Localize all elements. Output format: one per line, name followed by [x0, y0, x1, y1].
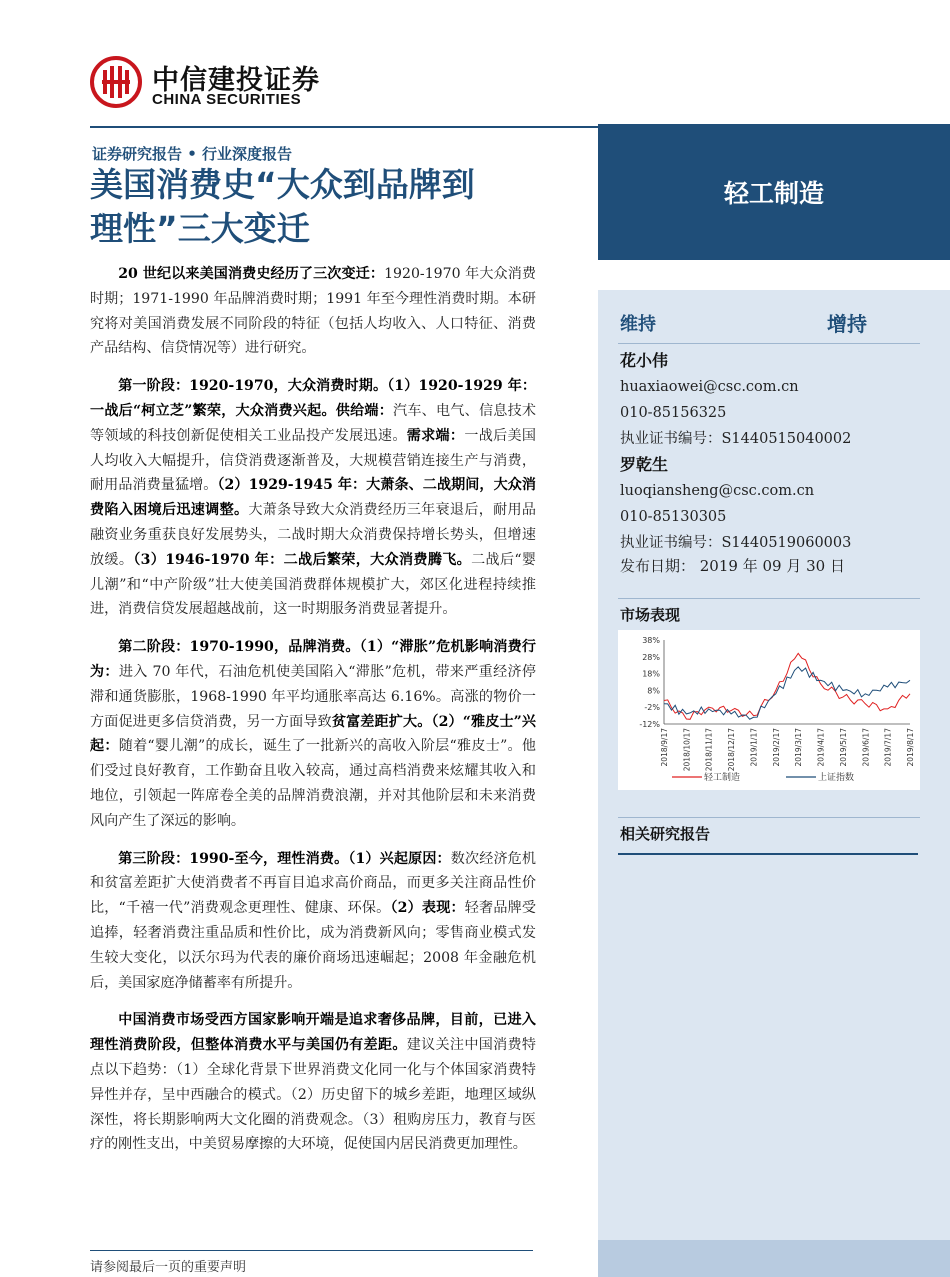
- analyst-cert: 执业证书编号：S1440519060003: [620, 535, 852, 551]
- publish-date: 发布日期： 2019 年 09 月 30 日: [620, 557, 845, 575]
- x-tick-label: 2019/2/17: [771, 728, 781, 767]
- section-divider: [618, 817, 920, 818]
- analyst-1: [620, 348, 851, 452]
- stage1-lead: 第一阶段：1920-1970，大众消费时期。（1）1920-1929 年：一战后“柯立芝”繁荣，大众消费兴起。供给端：: [90, 378, 536, 419]
- x-tick-label: 2018/12/17: [727, 728, 737, 772]
- related-reports-underline: [618, 853, 918, 855]
- stage2-text-2: 随着“婴儿潮”的成长，诞生了一批新兴的高收入阶层“雅皮士”。他们受过良好教育，工作勤奋且收入较高，通过高档消费来炫耀其收入和地位，引领起一阵席卷全美的品牌消费浪潮，并对其他阶层和未来消费风向产生了深远的影响。: [90, 738, 536, 829]
- legend-label: 轻工制造: [704, 773, 741, 783]
- summary-lead: 20 世纪以来美国消费史经历了三次变迁：: [118, 266, 385, 282]
- x-tick-label: 2018/9/17: [660, 728, 669, 767]
- x-tick-label: 2019/6/17: [861, 728, 871, 767]
- report-body: [90, 262, 536, 1170]
- market-performance-title: 市场表现: [620, 606, 681, 624]
- y-tick-label: 18%: [642, 669, 660, 679]
- analyst-2: [620, 452, 851, 556]
- header-divider: [90, 126, 598, 128]
- analyst-phone: 010-85156325: [620, 405, 727, 421]
- brand-name-en: CHINA SECURITIES: [152, 91, 302, 108]
- rating-divider: [618, 343, 920, 344]
- rating-current: 增持: [827, 312, 867, 336]
- stage3-text-1: 数次经济危机和贫富差距扩大使消费者不再盲目追求高价商品，而更多关注商品性价比，“千禧一代”消费观念更理性、健康、环保。: [90, 850, 536, 917]
- y-tick-label: 8%: [647, 686, 660, 696]
- x-tick-label: 2019/1/17: [749, 728, 759, 767]
- x-tick-label: 2018/10/17: [682, 728, 692, 772]
- x-tick-label: 2019/8/17: [906, 728, 915, 767]
- y-tick-label: 38%: [642, 636, 660, 645]
- y-tick-label: -2%: [644, 703, 660, 713]
- stage1-demand-label: 需求端：: [406, 427, 465, 444]
- x-tick-label: 2019/3/17: [794, 728, 804, 767]
- stage1-text-4: 二战后“婴儿潮”和“中产阶级”壮大使美国消费群体规模扩大，郊区化进程持续推进，消费信贷发展超越战前，这一时期服务消费显著提升。: [90, 551, 537, 618]
- rating-previous: 维持: [620, 314, 656, 335]
- stage1-period-3: （3）1946-1970 年：二战后繁荣，大众消费腾飞。: [133, 551, 472, 568]
- stage3-text-2: 轻奢品牌受追捧，轻奢消费注重品质和性价比，成为消费新风向；零售商业模式发生较大变化，以沃尔玛为代表的廉价商场迅速崛起；2008 年金融危机后，美国家庭净储蓄率有所提升。: [90, 900, 536, 991]
- y-tick-label: 28%: [642, 652, 660, 662]
- analyst-email[interactable]: luoqiansheng@csc.com.cn: [620, 483, 815, 499]
- stage1-text-3: 大萧条导致大众消费经历三年衰退后，耐用品融资业务重获良好发展势头，二战时期大众消费保持增长势头，但增速放缓。: [90, 502, 537, 568]
- x-tick-label: 2019/4/17: [816, 728, 826, 767]
- sector-name: 轻工制造: [723, 179, 824, 208]
- paragraph-stage-3: [90, 847, 536, 996]
- x-tick-label: 2019/5/17: [838, 728, 848, 767]
- section-divider: [618, 598, 920, 599]
- analyst-email[interactable]: huaxiaowei@csc.com.cn: [620, 379, 799, 395]
- x-tick-label: 2018/11/17: [704, 728, 714, 772]
- brand-name-cn: 中信建投证券: [152, 65, 320, 96]
- market-chart: [618, 630, 920, 790]
- x-tick-label: 2019/7/17: [883, 728, 893, 767]
- paragraph-stage-2: [90, 635, 536, 833]
- china-lead: 中国消费市场受西方国家影响开端是追求奢侈品牌，目前，已进入理性消费阶段，但整体消费水平与美国仍有差距。: [90, 1012, 536, 1054]
- footer-disclaimer[interactable]: 请参阅最后一页的重要声明: [90, 1260, 247, 1275]
- china-securities-logo-icon: [90, 56, 142, 108]
- footer-divider: [90, 1250, 533, 1251]
- stage3-lead: 第三阶段：1990-至今，理性消费。（1）兴起原因：: [118, 850, 451, 867]
- analyst-phone: 010-85130305: [620, 509, 727, 525]
- stage3-behavior-label: （2）表现：: [390, 900, 465, 917]
- series-line-light-industry: [664, 653, 910, 719]
- legend-label: 上证指数: [818, 773, 855, 783]
- stage2-text-1: 进入 70 年代，石油危机使美国陷入“滞胀”危机，带来严重经济停滞和通货膨胀，1968-1990 年平均通胀率高达 6.16%。高涨的物价一方面促进更多信贷消费，另一方面导致: [90, 663, 536, 730]
- market-chart-container: [618, 630, 920, 790]
- related-reports-title: 相关研究报告: [620, 825, 711, 843]
- side-panel-footer: [598, 1240, 950, 1277]
- stage2-yuppie-label: 贫富差距扩大。（2）“雅皮士”兴起：: [90, 713, 537, 755]
- title-line-1: 美国消费史“大众到品牌到: [90, 165, 475, 204]
- y-tick-label: -12%: [639, 720, 660, 729]
- page-title: [90, 163, 595, 251]
- paragraph-stage-1: [90, 374, 536, 622]
- summary-text: 1920-1970 年大众消费时期；1971-1990 年品牌消费时期；1991 年至今理性消费时期。本研究将对美国消费发展不同阶段的特征（包括人均收入、人口特征、消费产品结构、信贷情况等）进行研究。: [90, 266, 536, 357]
- paragraph-summary: [90, 262, 536, 361]
- title-line-2: 理性”三大变迁: [90, 209, 310, 248]
- analyst-cert: 执业证书编号：S1440515040002: [620, 431, 852, 447]
- china-text: 建议关注中国消费特点以下趋势：（1）全球化背景下世界消费文化同一化与个体国家消费特异性并存，呈中西融合的模式。（2）历史留下的城乡差距，地理区域纵深性，将长期影响两大文化圈的消费观念。（3）租购房压力，教育与医疗的刚性支出，中美贸易摩擦的大环境，促使国内居民消费更加理性。: [90, 1037, 537, 1153]
- analyst-name: 花小伟: [620, 351, 669, 370]
- report-type: 证券研究报告 • 行业深度报告: [92, 145, 293, 163]
- analyst-name: 罗乾生: [620, 455, 669, 474]
- stage1-text-1: 汽车、电气、信息技术等领域的科技创新促使相关工业品投产发展迅速。: [90, 402, 537, 444]
- stage1-period-2: （2）1929-1945 年：大萧条、二战期间，大众消费陷入困境后迅速调整。: [90, 477, 537, 519]
- paragraph-china: [90, 1008, 536, 1157]
- series-line-sse-index: [664, 667, 910, 719]
- stage2-lead: 第二阶段：1970-1990，品牌消费。（1）“滞胀”危机影响消费行为：: [90, 639, 536, 680]
- stage1-text-2: 一战后美国人均收入大幅提升，信贷消费逐渐普及，大规模营销连接生产与消费，耐用品消费量猛增。: [90, 427, 537, 494]
